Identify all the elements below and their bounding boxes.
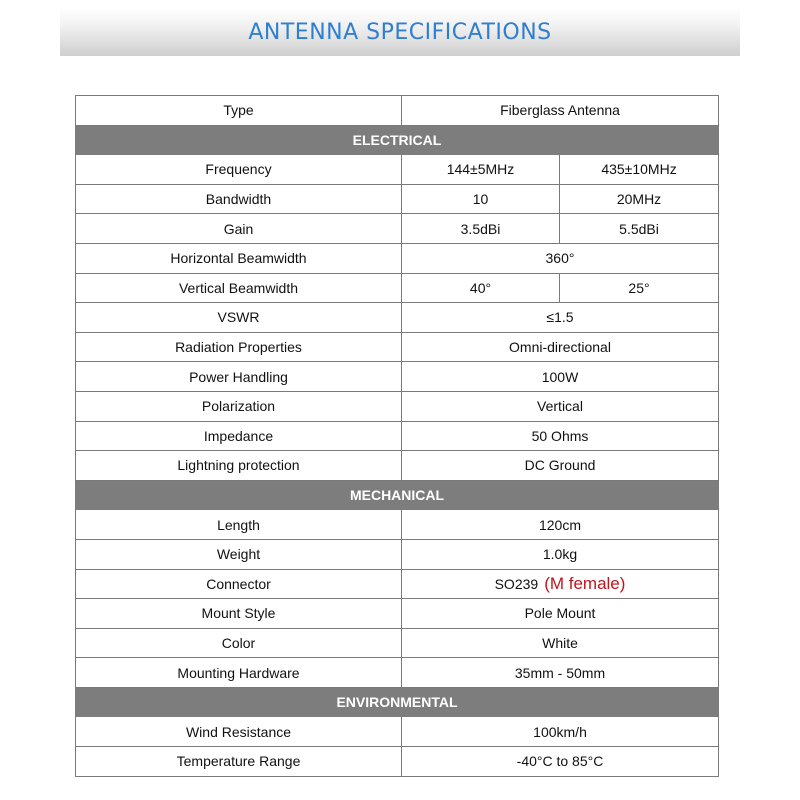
spec-label: Power Handling (76, 362, 402, 392)
spec-value: White (402, 628, 719, 658)
spec-value: Fiberglass Antenna (402, 96, 719, 126)
table-row-color (76, 628, 719, 658)
spec-label: Temperature Range (76, 747, 402, 777)
table-row-polarization (76, 391, 719, 421)
spec-value: ≤1.5 (402, 303, 719, 333)
section-header-environmental (76, 687, 719, 717)
spec-value-cell (402, 569, 719, 599)
spec-label: Length (76, 510, 402, 540)
table-row-bandwidth (76, 184, 719, 214)
spec-value: 360° (402, 243, 719, 273)
section-title: ENVIRONMENTAL (76, 687, 719, 717)
spec-value: 25° (560, 273, 719, 303)
spec-label: Lightning protection (76, 451, 402, 481)
table-row-length (76, 510, 719, 540)
section-title: MECHANICAL (76, 480, 719, 510)
spec-label: Type (76, 96, 402, 126)
table-row-lightning (76, 451, 719, 481)
spec-value: Pole Mount (402, 599, 719, 629)
spec-value: 3.5dBi (402, 214, 560, 244)
spec-value: 40° (402, 273, 560, 303)
spec-label: Weight (76, 539, 402, 569)
spec-label: Mount Style (76, 599, 402, 629)
section-header-electrical (76, 125, 719, 155)
spec-table (75, 95, 719, 777)
spec-value: Omni-directional (402, 332, 719, 362)
spec-label: Color (76, 628, 402, 658)
table-row-vertical-beamwidth (76, 273, 719, 303)
spec-label: Gain (76, 214, 402, 244)
spec-label: Mounting Hardware (76, 658, 402, 688)
spec-label: Bandwidth (76, 184, 402, 214)
spec-value: 20MHz (560, 184, 719, 214)
table-row-type (76, 96, 719, 126)
table-row-gain (76, 214, 719, 244)
spec-value: SO239 (494, 575, 539, 592)
spec-label: Frequency (76, 155, 402, 185)
section-header-mechanical (76, 480, 719, 510)
spec-label: VSWR (76, 303, 402, 333)
spec-value: DC Ground (402, 451, 719, 481)
spec-label: Wind Resistance (76, 717, 402, 747)
spec-value: 120cm (402, 510, 719, 540)
section-title: ELECTRICAL (76, 125, 719, 155)
page-title: ANTENNA SPECIFICATIONS (248, 19, 552, 45)
spec-value: 5.5dBi (560, 214, 719, 244)
spec-value: -40°C to 85°C (402, 747, 719, 777)
spec-value: 50 Ohms (402, 421, 719, 451)
spec-label: Polarization (76, 391, 402, 421)
spec-value: 35mm - 50mm (402, 658, 719, 688)
spec-label: Vertical Beamwidth (76, 273, 402, 303)
spec-label: Connector (76, 569, 402, 599)
table-row-power (76, 362, 719, 392)
table-row-frequency (76, 155, 719, 185)
spec-value: 100km/h (402, 717, 719, 747)
spec-value: 144±5MHz (402, 155, 560, 185)
spec-value: 10 (402, 184, 560, 214)
table-row-mount-style (76, 599, 719, 629)
spec-value: 1.0kg (402, 539, 719, 569)
table-row-weight (76, 539, 719, 569)
table-row-temperature (76, 747, 719, 777)
spec-label: Horizontal Beamwidth (76, 243, 402, 273)
table-row-wind (76, 717, 719, 747)
table-row-mounting-hardware (76, 658, 719, 688)
table-row-connector (76, 569, 719, 599)
table-row-vswr (76, 303, 719, 333)
table-row-horizontal-beamwidth (76, 243, 719, 273)
spec-label: Radiation Properties (76, 332, 402, 362)
spec-value: 100W (402, 362, 719, 392)
connector-note: (M female) (544, 573, 626, 593)
table-row-radiation (76, 332, 719, 362)
table-row-impedance (76, 421, 719, 451)
title-banner (60, 8, 740, 56)
spec-value: Vertical (402, 391, 719, 421)
spec-label: Impedance (76, 421, 402, 451)
spec-value: 435±10MHz (560, 155, 719, 185)
